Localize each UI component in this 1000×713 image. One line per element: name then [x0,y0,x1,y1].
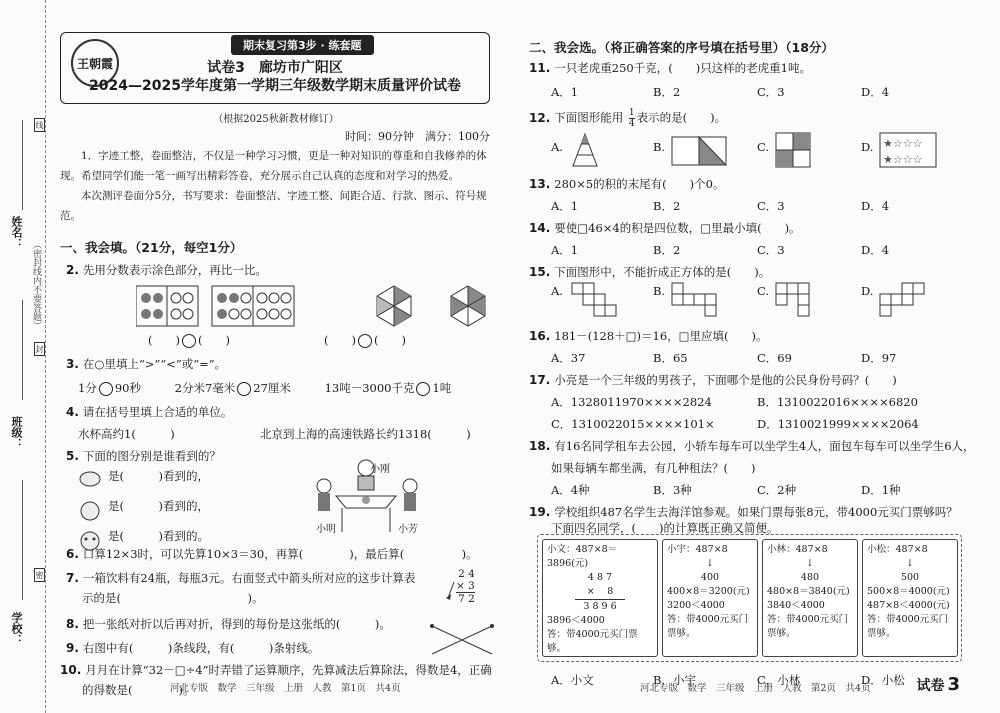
q19-option-d[interactable]: D．小松 [861,673,905,687]
binding-strip [0,0,46,713]
question-15: 15. 下面图形中，不能折成正方体的是( )。 [529,265,771,279]
q16-option-b[interactable]: B．65 [653,351,688,365]
q11-option-b[interactable]: B．2 [653,85,681,99]
triangle-figure [571,132,599,168]
net-d-figure [879,282,939,318]
solution-cards [537,534,962,662]
section-2-title: 二、我会选。（将正确答案的序号填在括号里）（18分） [529,40,834,55]
q2-figures [136,284,516,328]
compare-circle-icon[interactable] [237,382,251,396]
compare-circle-icon[interactable] [182,334,196,348]
question-12: 12. 下面图形能用 $\frac{1}{4}$ 表示的是( )。 [529,108,727,129]
card-xiaosong: 小松：487×8 ↓ 500 500×8＝4000(元) 487×8＜4000(元) 答：带4000元买门 票够。 [862,539,958,657]
lines-figure [430,622,494,658]
q2-blanks-1[interactable]: ( ) ( ) [148,333,230,347]
question-6: 6. 口算12×3时，可以先算10×3＝30，再算( )，最后算( )。 [66,547,478,561]
kid-label-xiaofang: 小芳 [398,524,418,535]
question-17: 17. 小亮是一个三年级的男孩子，下面哪个是他的公民身份号码？( ) [529,373,897,387]
question-10-cont: 的得数是( )。 [82,683,195,697]
brand-logo: 王朝霞 [71,39,119,87]
q19-option-a[interactable]: A．小文 [551,673,594,687]
hexagon-1 [377,286,411,326]
footer-left: 河北专版 数学 三年级 上册 人教 第1页 共4页 [170,683,401,694]
q3-items: 1分 90秒 2分米7毫米 27厘米 13吨－3000千克 1吨 [78,381,452,395]
q5-row-2[interactable]: 是( )看到的， [108,499,209,513]
q15-option-b[interactable]: B. [653,284,666,298]
class-label: 班级： [10,416,23,449]
question-16: 16. 181－(128＋□)＝16，□里应填( )。 [529,329,768,343]
page-number: 试卷 3 [916,674,960,695]
question-8: 8. 把一张纸对折以后再对折，得到的每份是这张纸的( )。 [66,617,391,631]
binding-note: （密封线内不要答题） [31,240,41,330]
svg-text:★☆☆☆: ★☆☆☆ [883,137,923,150]
exam-header [60,32,490,104]
question-3: 3. 在○里填上“>”“<”或“=”。 [66,357,227,371]
q14-option-a[interactable]: A．1 [551,243,579,257]
dot-card-1 [136,286,198,326]
question-7: 7. 一箱饮料有24瓶，每瓶3元。右面竖式中箭头所对应的这步计算表 [66,571,416,585]
q5-row-1[interactable]: 是( )看到的， [108,469,209,483]
left-column [52,32,500,697]
q17-option-b[interactable]: B．1310022016××××6820 [757,395,918,409]
q11-option-c[interactable]: C．3 [757,85,785,99]
question-19: 19. 学校组织487名学生去海洋馆参观。如果门票每张8元，带4000元买门票够吗？ [529,505,958,519]
q17-option-c[interactable]: C．1310022015××××101× [551,417,715,431]
rectangle-figure [671,136,727,166]
q14-option-c[interactable]: C．3 [757,243,785,257]
q4-b[interactable]: 北京到上海的高速铁路长约1318( ) [260,427,471,441]
q19-option-b[interactable]: B．小宇 [653,673,696,687]
question-10: 10. 月月在计算“32－□÷4”时弄错了运算顺序，先算减法后算除法，得数是4，正确 [60,663,492,677]
q11-option-d[interactable]: D．4 [861,85,890,99]
q18-option-a[interactable]: A．4种 [551,483,590,497]
net-c-figure [775,282,835,318]
q16-option-c[interactable]: C．69 [757,351,792,365]
q7-vertical-calc: 2 4 × 3 7 2 [456,568,475,605]
question-14: 14. 要使□46×4的积是四位数，□里最小填( )。 [529,221,801,235]
exam-title: 试卷3 廊坊市广阳区 [207,60,343,76]
compare-circle-icon[interactable] [99,382,113,396]
step-banner: 期末复习第3步 · 练套题 [231,35,374,55]
dot-card-2 [212,286,294,326]
card-xiaoyu: 小宇：487×8 ↓ 400 400×8＝3200(元) 3200＜4000 答：带4000元买门 票够。 [662,539,758,657]
question-4: 4. 请在括号里填上合适的单位。 [66,405,233,419]
stars-figure [879,132,937,168]
question-18: 18. 有16名同学租车去公园，小轿车每车可以坐学生4人，面包车每车可以坐学生6人， [529,439,975,453]
q13-option-a[interactable]: A．1 [551,199,579,213]
right-column [525,32,975,692]
q4-a[interactable]: 水杯高约1( ) [78,427,175,441]
q13-option-c[interactable]: C．3 [757,199,785,213]
q12-option-d[interactable]: D. [861,140,874,154]
section-1-title: 一、我会填。（21分，每空1分） [60,240,243,255]
q17-option-a[interactable]: A．1328011970××××2824 [551,395,712,409]
square-figure [775,132,811,168]
question-5: 5. 下面的图分别是谁看到的？ [66,449,221,463]
card-xiaolin: 小林：487×8 ↓ 480 480×8＝3840(元) 3840＜4000 答：带4000元买门 票够。 [762,539,858,657]
q18-option-c[interactable]: C．2种 [757,483,797,497]
name-label: 姓名： [10,216,23,249]
q18-option-b[interactable]: B．3种 [653,483,692,497]
seal-mark-bottom: 密 [34,568,45,582]
exam-subtitle: 2024—2025学年度第一学期三年级数学期末质量评价试卷 [89,78,461,94]
q12-option-a[interactable]: A. [551,140,563,154]
q14-option-b[interactable]: B．2 [653,243,681,257]
arrow-icon [444,580,456,600]
net-a-figure [571,282,631,318]
q14-option-d[interactable]: D．4 [861,243,890,257]
q16-option-a[interactable]: A．37 [551,351,586,365]
question-7-cont: 示的是( )。 [82,591,264,605]
q12-option-b[interactable]: B. [653,140,666,154]
intro-text: 1．字迹工整，卷面整洁，不仅是一种学习习惯，更是一种对知识的尊重和自我修养的体现。希望同学们能一笔一画写出精彩答卷，充分展示自己认真的态度和对学习的热爱。 本次测评卷面分5分，书写要求：卷面整洁、字迹工整、间距合适、行款、图示、符号规范。 [60,150,487,222]
kid-label-xiaogang: 小刚 [370,464,390,475]
q16-option-d[interactable]: D．97 [861,351,897,365]
question-2: 2. 先用分数表示涂色部分，再比一比。 [66,263,267,277]
q2-blanks-2[interactable]: ( ) ( ) [324,333,406,347]
question-9: 9. 右图中有( )条线段，有( )条射线。 [66,641,320,655]
compare-circle-icon[interactable] [416,382,430,396]
hexagon-2 [451,286,485,326]
compare-circle-icon[interactable] [358,334,372,348]
q13-option-b[interactable]: B．2 [653,199,681,213]
net-b-figure [671,282,731,318]
kid-label-xiaoming: 小明 [316,524,336,535]
card-xiaowen: 小文：487×8＝3896(元) 4 8 7 × 8 3 8 9 6 3896＜4000 答：带4000元买门票够。 [542,539,658,657]
time-score: 时间：90分钟 满分：100分 [345,130,490,143]
svg-text:★☆☆☆: ★☆☆☆ [883,153,923,166]
q11-option-a[interactable]: A．1 [551,85,579,99]
question-18-cont: 如果每辆车都坐满，有几种租法？( ) [551,461,756,475]
footer-right: 河北专版 数学 三年级 上册 人教 第2页 共4页 [640,683,871,694]
question-19-cont: 下面四名同学，( )的计算既正确又简便。 [551,521,779,535]
q12-option-c[interactable]: C. [757,140,770,154]
q18-option-d[interactable]: D．1种 [861,483,901,497]
question-11: 11. 一只老虎重250千克，( )只这样的老虎重1吨。 [529,61,812,75]
q17-option-d[interactable]: D．1310021999××××2064 [757,417,919,431]
q15-option-a[interactable]: A. [551,284,563,298]
q19-option-c[interactable]: C．小林 [757,673,801,687]
q5-row-3[interactable]: 是( )看到的。 [108,529,209,543]
seal-mark-mid: 封 [34,342,45,356]
school-label: 学校： [10,612,23,645]
revision-note: （根据2025秋新教材修订） [213,114,339,125]
question-13: 13. 280×5的积的末尾有( )个0。 [529,177,725,191]
q13-option-d[interactable]: D．4 [861,199,890,213]
seal-mark-top: 线 [34,118,45,132]
q15-option-c[interactable]: C. [757,284,770,298]
q15-option-d[interactable]: D. [861,284,874,298]
